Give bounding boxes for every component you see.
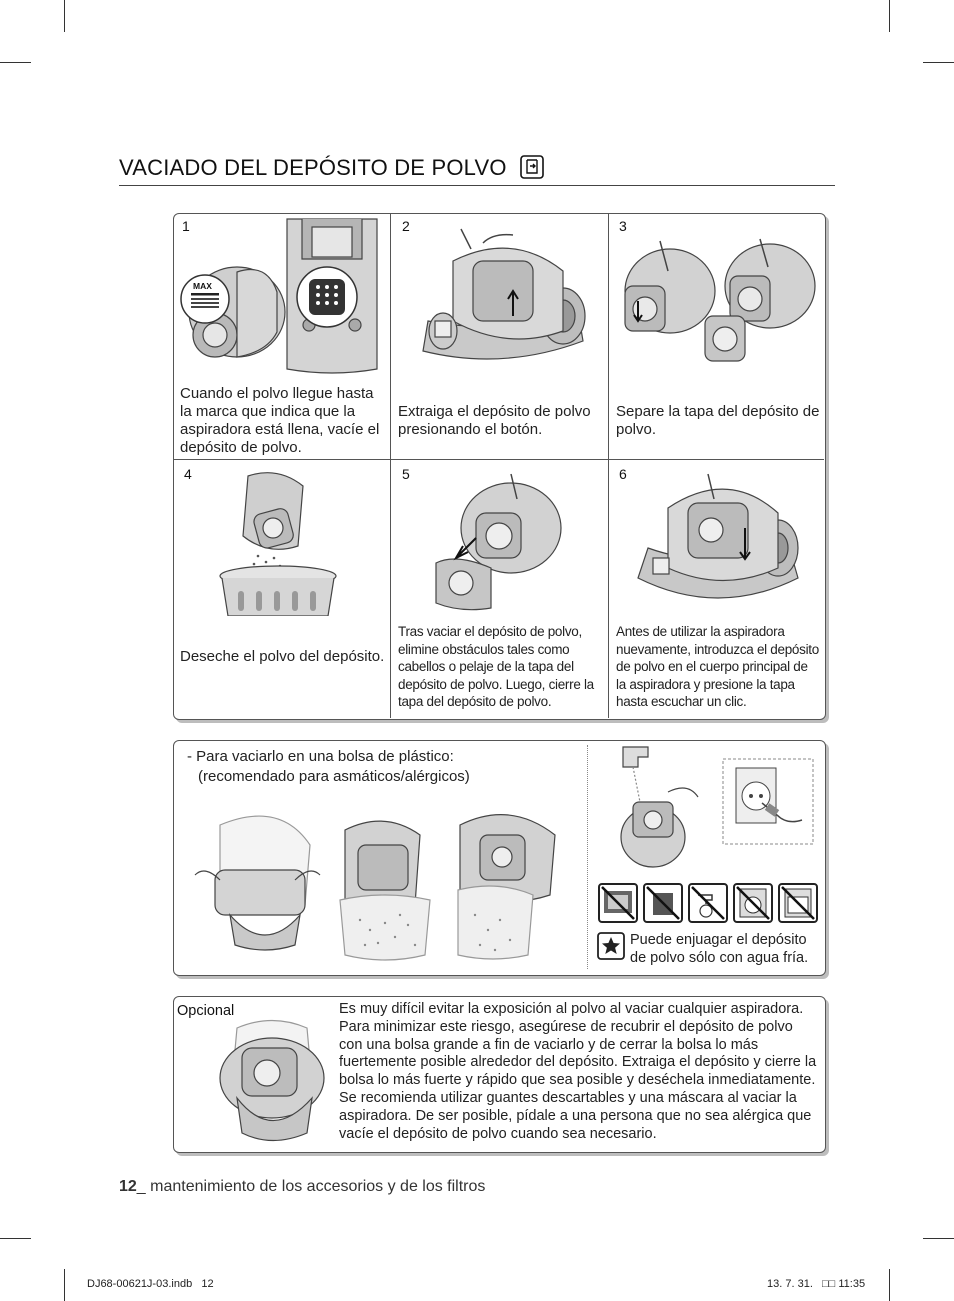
divider-dotted bbox=[587, 745, 588, 969]
step-text: Cuando el polvo llegue hasta la marca que indica que la aspiradora está llena, vacíe el depósito de polvo. bbox=[180, 385, 380, 456]
crop-mark bbox=[889, 0, 890, 32]
title-rule bbox=[119, 185, 835, 186]
imprint-file: DJ68-00621J-03.indb 12 bbox=[87, 1278, 214, 1290]
bag-line-2: (recomendado para asmáticos/alérgicos) bbox=[198, 768, 470, 785]
star-icon bbox=[597, 932, 625, 960]
no-washing-machine-icon bbox=[733, 883, 773, 923]
step-number: 5 bbox=[402, 466, 410, 482]
step-number: 3 bbox=[619, 218, 627, 234]
step-text: Separe la tapa del depósito de polvo. bbox=[616, 403, 820, 438]
crop-mark bbox=[889, 1269, 890, 1301]
dustbin-icon bbox=[520, 154, 544, 180]
crop-mark bbox=[923, 62, 954, 63]
rinse-container-illustration bbox=[608, 742, 703, 874]
step-text: Tras vaciar el depósito de polvo, elimine obstáculos tales como cabellos o pelaje de la tapa del depósito de polvo. Luego, cierre la tapa del depósito de polvo. bbox=[398, 624, 594, 709]
bag-instructions bbox=[187, 747, 582, 787]
clean-lid-illustration bbox=[431, 468, 571, 613]
crop-mark bbox=[0, 62, 31, 63]
rinse-note: Puede enjuagar el depósito de polvo sólo con agua fría. bbox=[630, 932, 809, 966]
grid-divider bbox=[390, 213, 391, 718]
steps-grid bbox=[173, 213, 824, 718]
plastic-bag-illustration bbox=[190, 805, 560, 965]
page-title: VACIADO DEL DEPÓSITO DE POLVO bbox=[119, 155, 507, 180]
step-text: Antes de utilizar la aspiradora nuevamente, introduzca el depósito de polvo en el cuerpo principal de la aspiradora y presione la tapa hasta escuchar un clic. bbox=[616, 624, 819, 709]
unplug-illustration bbox=[722, 758, 814, 845]
empty-dust-illustration bbox=[218, 466, 348, 616]
crop-mark bbox=[0, 1238, 31, 1239]
step-number: 2 bbox=[402, 218, 410, 234]
bag-line-1: - Para vaciarlo en una bolsa de plástico: bbox=[187, 748, 454, 765]
bagged-container-illustration bbox=[212, 1018, 327, 1143]
crop-mark bbox=[923, 1238, 954, 1239]
step-text: Deseche el polvo del depósito. bbox=[180, 648, 385, 665]
insert-container-illustration bbox=[633, 468, 803, 618]
no-oven-icon bbox=[778, 883, 818, 923]
remove-dust-container-illustration bbox=[413, 221, 593, 371]
step-text: Extraiga el depósito de polvo presionando el botón. bbox=[398, 403, 591, 438]
optional-text: Es muy difícil evitar la exposición al polvo al vaciar cualquier aspiradora. Para minimizar este riesgo, asegúrese de recubrir el depósito de polvo con una bolsa grande a fin de vaciarlo y de cerrar la bolsa lo más fuertemente posible alrededor del depósito. Extraiga el depósito y cierre la bolsa lo más fuerte y rápido que sea posible y deséchela inmediatamente. Se recomienda utilizar guantes descartables y una máscara al vaciar la aspiradora. De ser posible, pídale a una persona que no sea alérgica que vacíe el depósito de polvo cuando sea necesario. bbox=[339, 1001, 817, 1142]
grid-divider bbox=[608, 213, 609, 718]
max-label: MAX bbox=[193, 281, 212, 291]
no-dryer-icon bbox=[598, 883, 638, 923]
no-dishwasher-icon bbox=[643, 883, 683, 923]
section-title: _ mantenimiento de los accesorios y de los filtros bbox=[136, 1178, 486, 1195]
step-number: 1 bbox=[182, 218, 190, 234]
grid-divider bbox=[173, 459, 824, 460]
step-number: 6 bbox=[619, 466, 627, 482]
page-number: 12 bbox=[119, 1178, 137, 1195]
step-number: 4 bbox=[184, 466, 192, 482]
imprint-date: 13. 7. 31. □□ 11:35 bbox=[767, 1278, 866, 1290]
optional-label: Opcional bbox=[177, 1003, 235, 1019]
page-footer bbox=[119, 1178, 485, 1196]
no-hot-water-icon bbox=[688, 883, 728, 923]
dust-container-max-illustration bbox=[177, 217, 387, 377]
crop-mark bbox=[64, 1269, 65, 1301]
separate-lid-illustration bbox=[620, 231, 820, 371]
crop-mark bbox=[64, 0, 65, 32]
